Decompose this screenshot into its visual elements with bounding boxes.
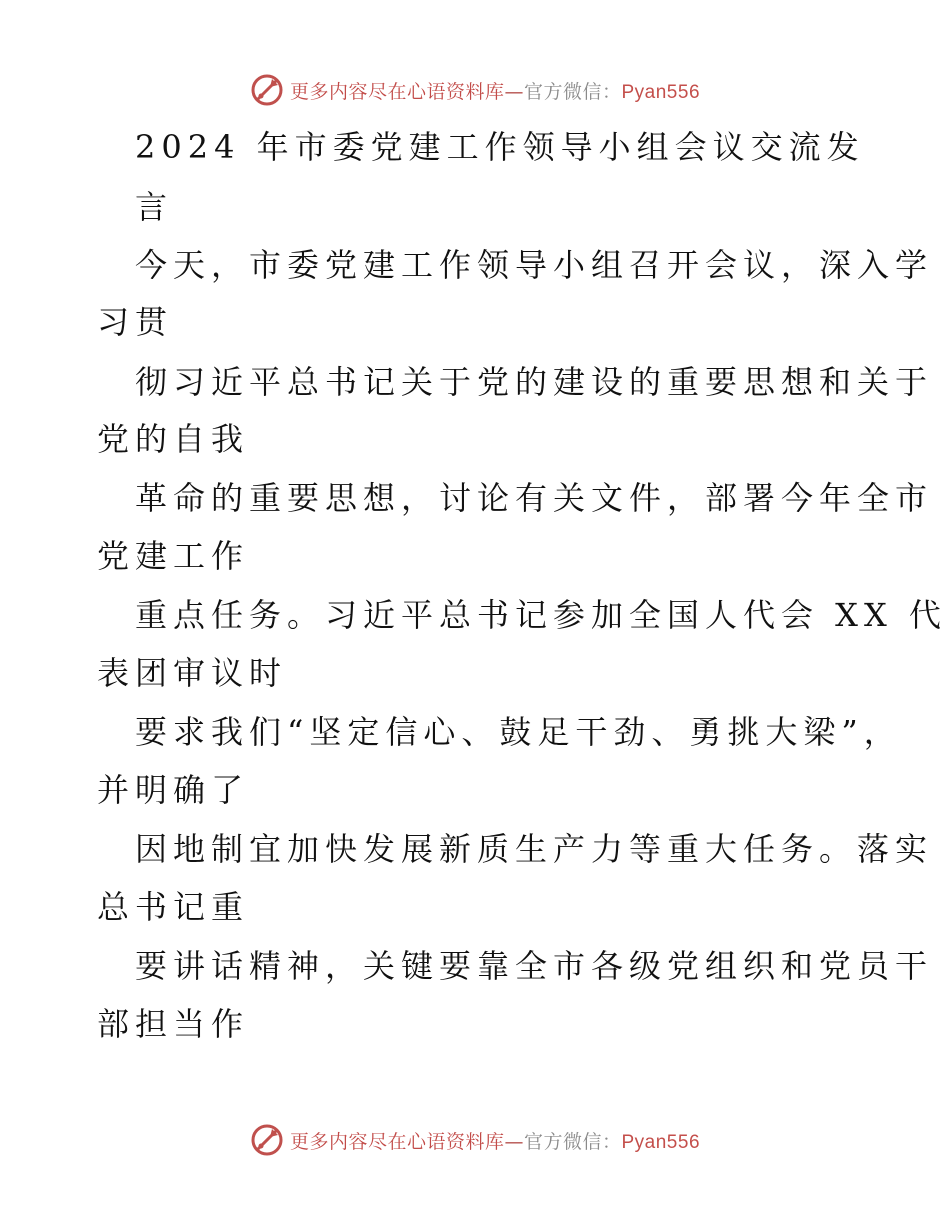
paragraph-line: 党的自我 xyxy=(97,420,250,458)
paragraph-line: 今天，市委党建工作领导小组召开会议，深入学 xyxy=(135,246,934,284)
watermark-wechat-id: Pyan556 xyxy=(621,1131,701,1153)
document-title-line-2: 言 xyxy=(135,188,174,226)
paragraph-line: 并明确了 xyxy=(97,771,250,809)
paragraph-line: 党建工作 xyxy=(97,537,250,575)
paragraph-line: 革命的重要思想，讨论有关文件，部署今年全市 xyxy=(135,479,934,517)
watermark-brand-text: 更多内容尽在心语资料库 xyxy=(289,1130,505,1153)
watermark-content xyxy=(250,73,700,107)
paragraph-line: 部担当作 xyxy=(97,1005,250,1043)
paragraph-line: 因地制宜加快发展新质生产力等重大任务。落实 xyxy=(135,830,934,868)
paragraph-line: 习贯 xyxy=(97,303,174,341)
document-title-line-1: 2024 年市委党建工作领导小组会议交流发 xyxy=(135,128,865,166)
paragraph-line: 要求我们“坚定信心、鼓足干劲、勇挑大梁”， xyxy=(135,713,902,751)
watermark-text xyxy=(290,77,700,104)
paragraph-line: 彻习近平总书记关于党的建设的重要思想和关于 xyxy=(135,363,934,401)
watermark-wechat-id: Pyan556 xyxy=(621,81,701,103)
paragraph-line: 表团审议时 xyxy=(97,654,288,692)
header-watermark xyxy=(0,70,950,110)
brand-logo-icon xyxy=(250,1123,284,1157)
watermark-brand-text: 更多内容尽在心语资料库 xyxy=(289,80,505,103)
paragraph-line: 重点任务。习近平总书记参加全国人代会 XX 代 xyxy=(135,596,947,634)
watermark-content xyxy=(250,1123,700,1157)
watermark-separator: — xyxy=(504,80,524,103)
footer-watermark xyxy=(0,1120,950,1160)
paragraph-line: 总书记重 xyxy=(97,888,250,926)
watermark-label: 官方微信： xyxy=(523,80,622,103)
brand-logo-icon xyxy=(250,73,284,107)
paragraph-line: 要讲话精神，关键要靠全市各级党组织和党员干 xyxy=(135,947,934,985)
watermark-text xyxy=(290,1127,700,1154)
watermark-separator: — xyxy=(504,1130,524,1153)
watermark-label: 官方微信： xyxy=(523,1130,622,1153)
